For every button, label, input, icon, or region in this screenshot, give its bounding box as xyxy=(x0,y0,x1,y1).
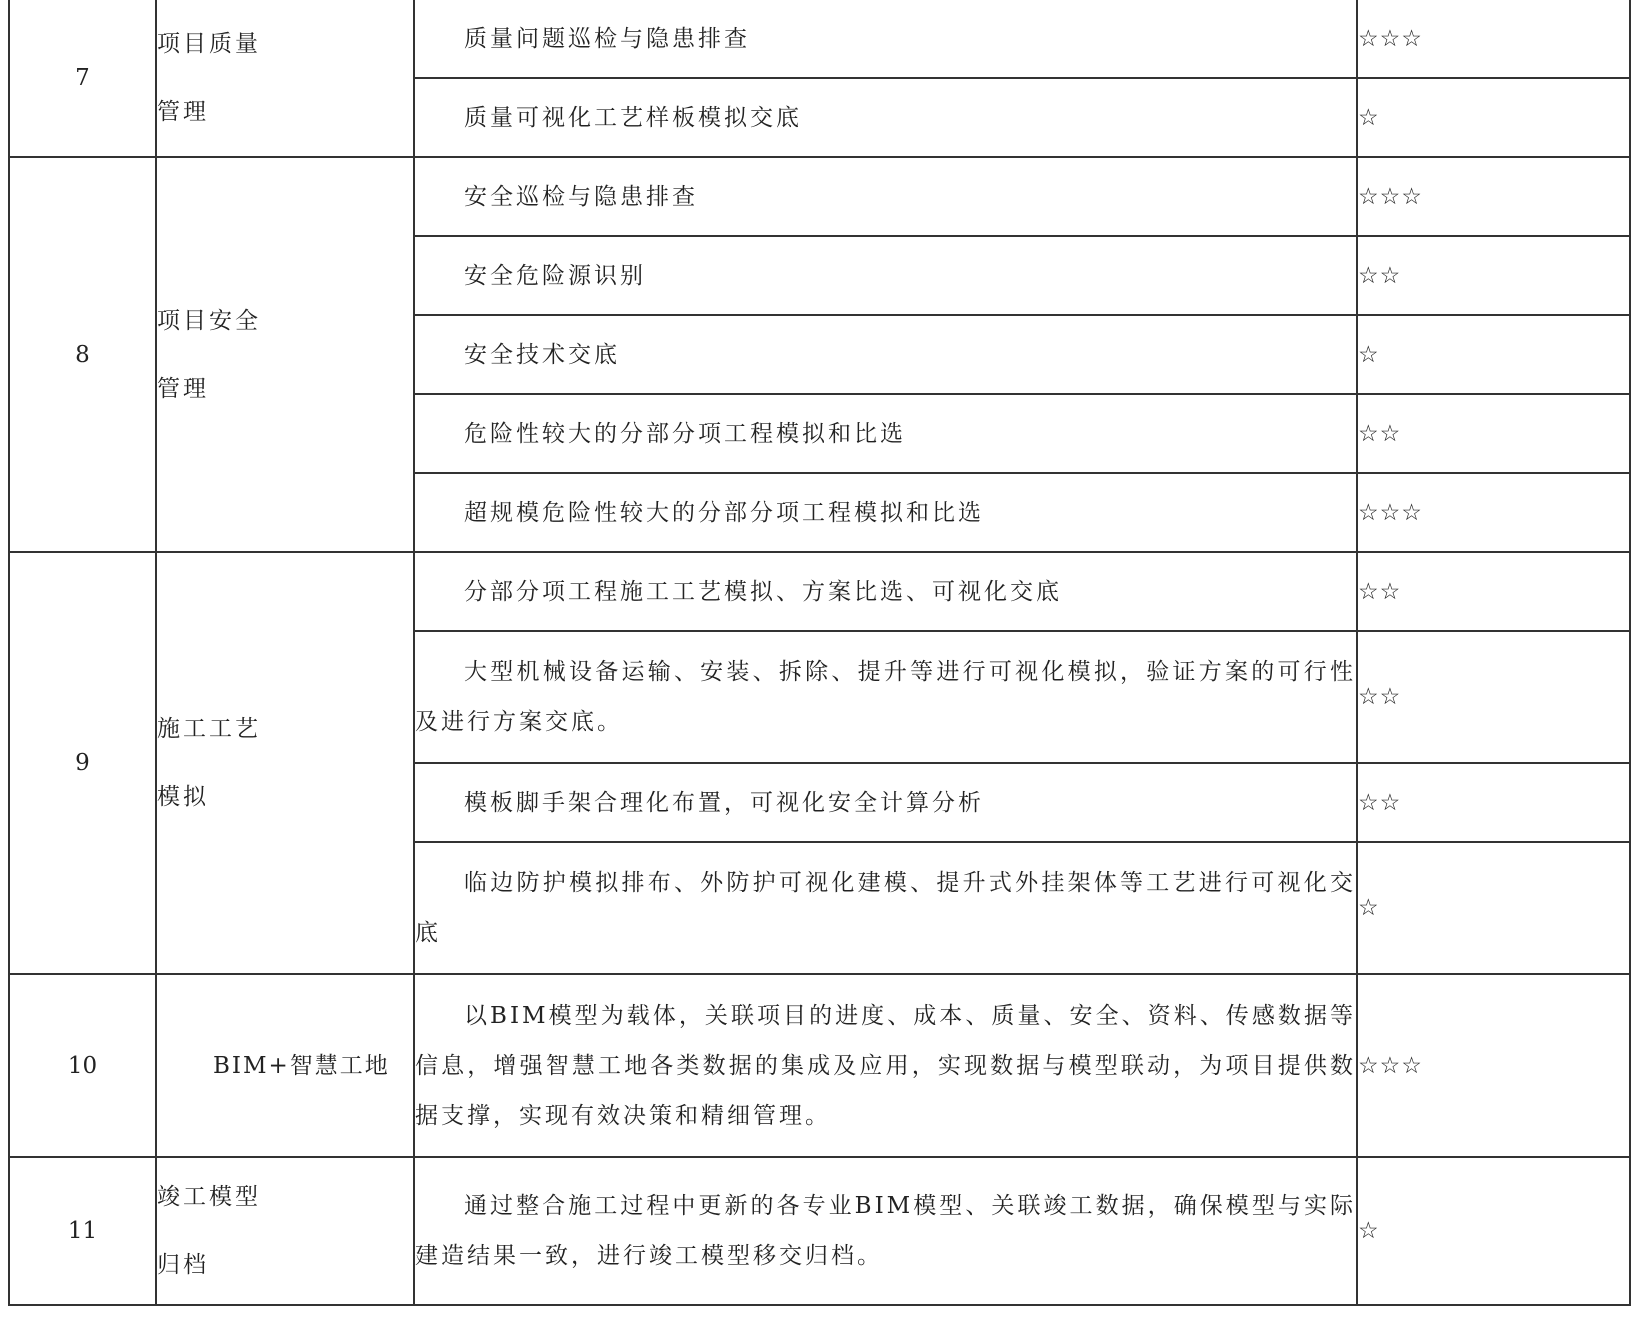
category-cell xyxy=(156,552,414,974)
level-stars: ☆☆☆ xyxy=(1357,0,1630,78)
level-stars: ☆ xyxy=(1357,78,1630,157)
row-number: 11 xyxy=(9,1157,156,1305)
level-stars: ☆☆☆ xyxy=(1357,974,1630,1157)
task-cell: 质量问题巡检与隐患排查 xyxy=(414,0,1357,78)
level-stars: ☆ xyxy=(1357,315,1630,394)
table-row xyxy=(9,974,1630,1157)
table-row xyxy=(9,157,1630,236)
category-line: 归档 xyxy=(157,1252,209,1278)
task-cell: 安全巡检与隐患排查 xyxy=(414,157,1357,236)
level-stars: ☆☆☆ xyxy=(1357,473,1630,552)
category-cell xyxy=(156,1157,414,1305)
task-cell: 超规模危险性较大的分部分项工程模拟和比选 xyxy=(414,473,1357,552)
category-line: BIM+智慧工地 xyxy=(213,1052,390,1079)
task-cell: 安全危险源识别 xyxy=(414,236,1357,315)
row-number: 10 xyxy=(9,974,156,1157)
category-line: 管理 xyxy=(157,375,209,402)
level-stars: ☆☆ xyxy=(1357,631,1630,763)
task-cell: 模板脚手架合理化布置，可视化安全计算分析 xyxy=(414,763,1357,842)
table-row xyxy=(9,552,1630,631)
level-stars: ☆ xyxy=(1357,1157,1630,1305)
level-stars: ☆☆ xyxy=(1357,763,1630,842)
category-line: 项目质量 xyxy=(157,31,261,57)
task-cell: 安全技术交底 xyxy=(414,315,1357,394)
task-cell: 大型机械设备运输、安装、拆除、提升等进行可视化模拟，验证方案的可行性及进行方案交底。 xyxy=(414,631,1357,763)
category-line: 模拟 xyxy=(157,784,209,810)
level-stars: ☆☆ xyxy=(1357,236,1630,315)
category-line: 管理 xyxy=(157,99,209,125)
row-number: 7 xyxy=(9,0,156,157)
category-cell xyxy=(156,157,414,552)
task-cell: 危险性较大的分部分项工程模拟和比选 xyxy=(414,394,1357,473)
level-stars: ☆☆ xyxy=(1357,552,1630,631)
level-stars: ☆☆☆ xyxy=(1357,157,1630,236)
task-cell: 以BIM模型为载体，关联项目的进度、成本、质量、安全、资料、传感数据等信息，增强智慧工地各类数据的集成及应用，实现数据与模型联动，为项目提供数据支撑，实现有效决策和精细管理。 xyxy=(414,974,1357,1157)
row-number: 9 xyxy=(9,552,156,974)
category-cell xyxy=(156,974,414,1157)
category-line: 施工工艺 xyxy=(157,716,261,742)
category-line: 项目安全 xyxy=(157,307,261,334)
table-row xyxy=(9,0,1630,78)
category-cell xyxy=(156,0,414,157)
row-number: 8 xyxy=(9,157,156,552)
task-cell: 临边防护模拟排布、外防护可视化建模、提升式外挂架体等工艺进行可视化交底 xyxy=(414,842,1357,974)
level-stars: ☆ xyxy=(1357,842,1630,974)
task-cell: 分部分项工程施工工艺模拟、方案比选、可视化交底 xyxy=(414,552,1357,631)
category-line: 竣工模型 xyxy=(157,1184,261,1210)
bim-application-table xyxy=(8,0,1631,1306)
table-row xyxy=(9,1157,1630,1305)
task-cell: 通过整合施工过程中更新的各专业BIM模型、关联竣工数据，确保模型与实际建造结果一致，进行竣工模型移交归档。 xyxy=(414,1157,1357,1305)
task-cell: 质量可视化工艺样板模拟交底 xyxy=(414,78,1357,157)
level-stars: ☆☆ xyxy=(1357,394,1630,473)
